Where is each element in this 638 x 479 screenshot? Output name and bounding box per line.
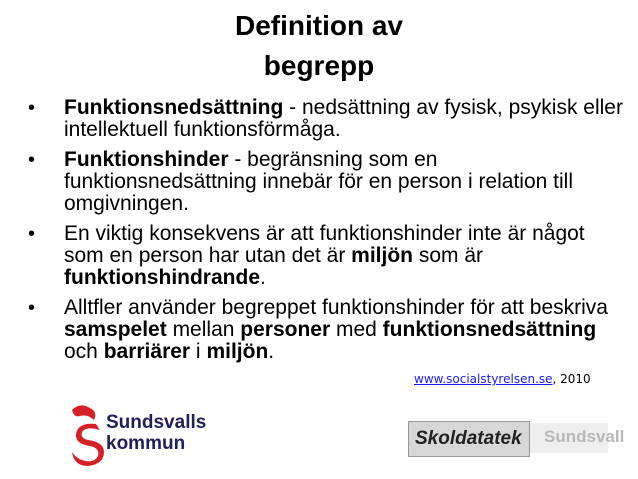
definition-list xyxy=(26,97,626,371)
logo-part1: Skoldatatek xyxy=(415,428,522,449)
skoldatatek-logo xyxy=(408,421,625,459)
bullet-text: . xyxy=(260,266,266,289)
bullet-icon: • xyxy=(28,297,36,319)
emphasis: personer xyxy=(240,318,331,341)
source-link[interactable]: www.socialstyrelsen.se xyxy=(414,372,553,386)
logo-text xyxy=(106,412,206,454)
bullet-item xyxy=(26,223,626,289)
definition-text: - nedsättning av fysisk, psykisk eller intellektuell funktionsförmåga. xyxy=(64,96,623,141)
sundsvalls-kommun-logo xyxy=(66,402,236,468)
bullet-text: med xyxy=(330,318,383,341)
logo-box-left xyxy=(408,421,530,457)
bullet-item xyxy=(26,149,626,215)
logo-line2: kommun xyxy=(106,433,186,454)
dragon-icon xyxy=(66,402,106,468)
emphasis: miljön xyxy=(351,244,414,267)
bullet-text: som är xyxy=(413,244,484,267)
bullet-icon: • xyxy=(28,223,36,245)
emphasis: samspelet xyxy=(64,318,167,341)
slide-title-line1: Definition av xyxy=(234,10,403,41)
emphasis: funktionshindrande xyxy=(64,266,260,289)
bullet-text: En viktig konsekvens är att funktionshinder inte är något som en person har utan det är xyxy=(64,222,585,267)
emphasis: miljön xyxy=(206,340,269,363)
term: Funktionshinder xyxy=(64,148,229,171)
slide-title-line2: begrepp xyxy=(263,50,375,81)
logo-part2: Sundsvall xyxy=(544,427,625,446)
bullet-text: Alltfler använder begreppet funktionshinder för att beskriva xyxy=(64,296,608,319)
emphasis: funktionsnedsättning xyxy=(382,318,597,341)
logo-box-right xyxy=(530,423,625,453)
bullet-text: mellan xyxy=(166,318,241,341)
slide-title xyxy=(0,6,638,86)
bullet-icon: • xyxy=(28,97,36,119)
emphasis: barriärer xyxy=(103,340,191,363)
bullet-text: . xyxy=(268,340,275,363)
logo-line1: Sundsvalls xyxy=(106,412,207,433)
bullet-icon: • xyxy=(28,149,36,171)
definition-text: - begränsning som en funktionsnedsättning innebär för en person i relation till omgivningen. xyxy=(64,148,573,215)
bullet-text: i xyxy=(190,340,207,363)
term: Funktionsnedsättning xyxy=(64,96,284,119)
bullet-item xyxy=(26,97,626,141)
bullet-item xyxy=(26,297,626,363)
source-year: , 2010 xyxy=(552,372,591,386)
source-citation xyxy=(414,372,591,386)
bullet-text: och xyxy=(64,340,104,363)
